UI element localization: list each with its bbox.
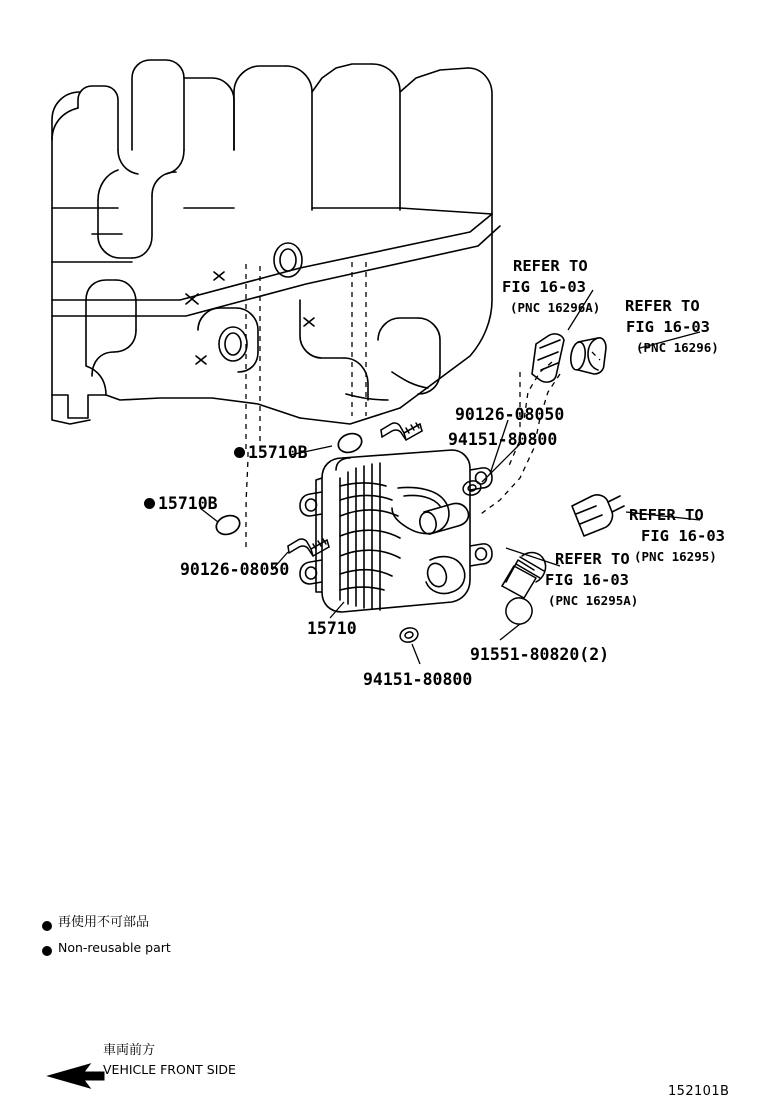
callout-ref-16296-line1: REFER TO [625,297,700,315]
callout-pnc-16295: (PNC 16295) [634,549,717,564]
legend-non-reusable-en: Non-reusable part [58,940,171,955]
callout-pnc-16295a: (PNC 16295A) [548,593,639,608]
callout-pnc-16296a: (PNC 16296A) [510,300,601,315]
figure-code: 152101B [668,1084,730,1099]
legend-non-reusable-jp: 再使用不可部品 [58,915,150,930]
callout-washer-94151-top: 94151-80800 [448,430,558,449]
callout-ref-16295-line1: REFER TO [629,506,704,524]
callout-bolt-90126-top: 90126-08050 [455,405,565,424]
callout-ref-16296a-line1: REFER TO [513,257,588,275]
callout-ref-16295a-line2: FIG 16-03 [545,571,629,589]
non-reusable-bullet-gasket-top [234,447,245,458]
legend-bullet-en [42,946,52,956]
callout-bolt-90126-left: 90126-08050 [180,560,290,579]
front-direction-label-en: VEHICLE FRONT SIDE [103,1062,236,1077]
callout-oil-cooler-15710: 15710 [307,619,357,638]
callout-bolt-91551: 91551-80820(2) [470,645,610,664]
callout-ref-16295-line2: FIG 16-03 [641,527,725,545]
front-direction-label-jp: 車両前方 [103,1043,156,1058]
callout-pnc-16296: (PNC 16296) [636,340,719,355]
callout-gasket-15710b-mid: 15710B [158,494,218,513]
non-reusable-bullet-gasket-mid [144,498,155,509]
callout-gasket-15710b-top: 15710B [248,443,308,462]
callout-ref-16295a-line1: REFER TO [555,550,630,568]
callout-washer-94151-bottom: 94151-80800 [363,670,473,689]
callout-ref-16296-line2: FIG 16-03 [626,318,710,336]
callout-ref-16296a-line2: FIG 16-03 [502,278,586,296]
legend-bullet-jp [42,921,52,931]
